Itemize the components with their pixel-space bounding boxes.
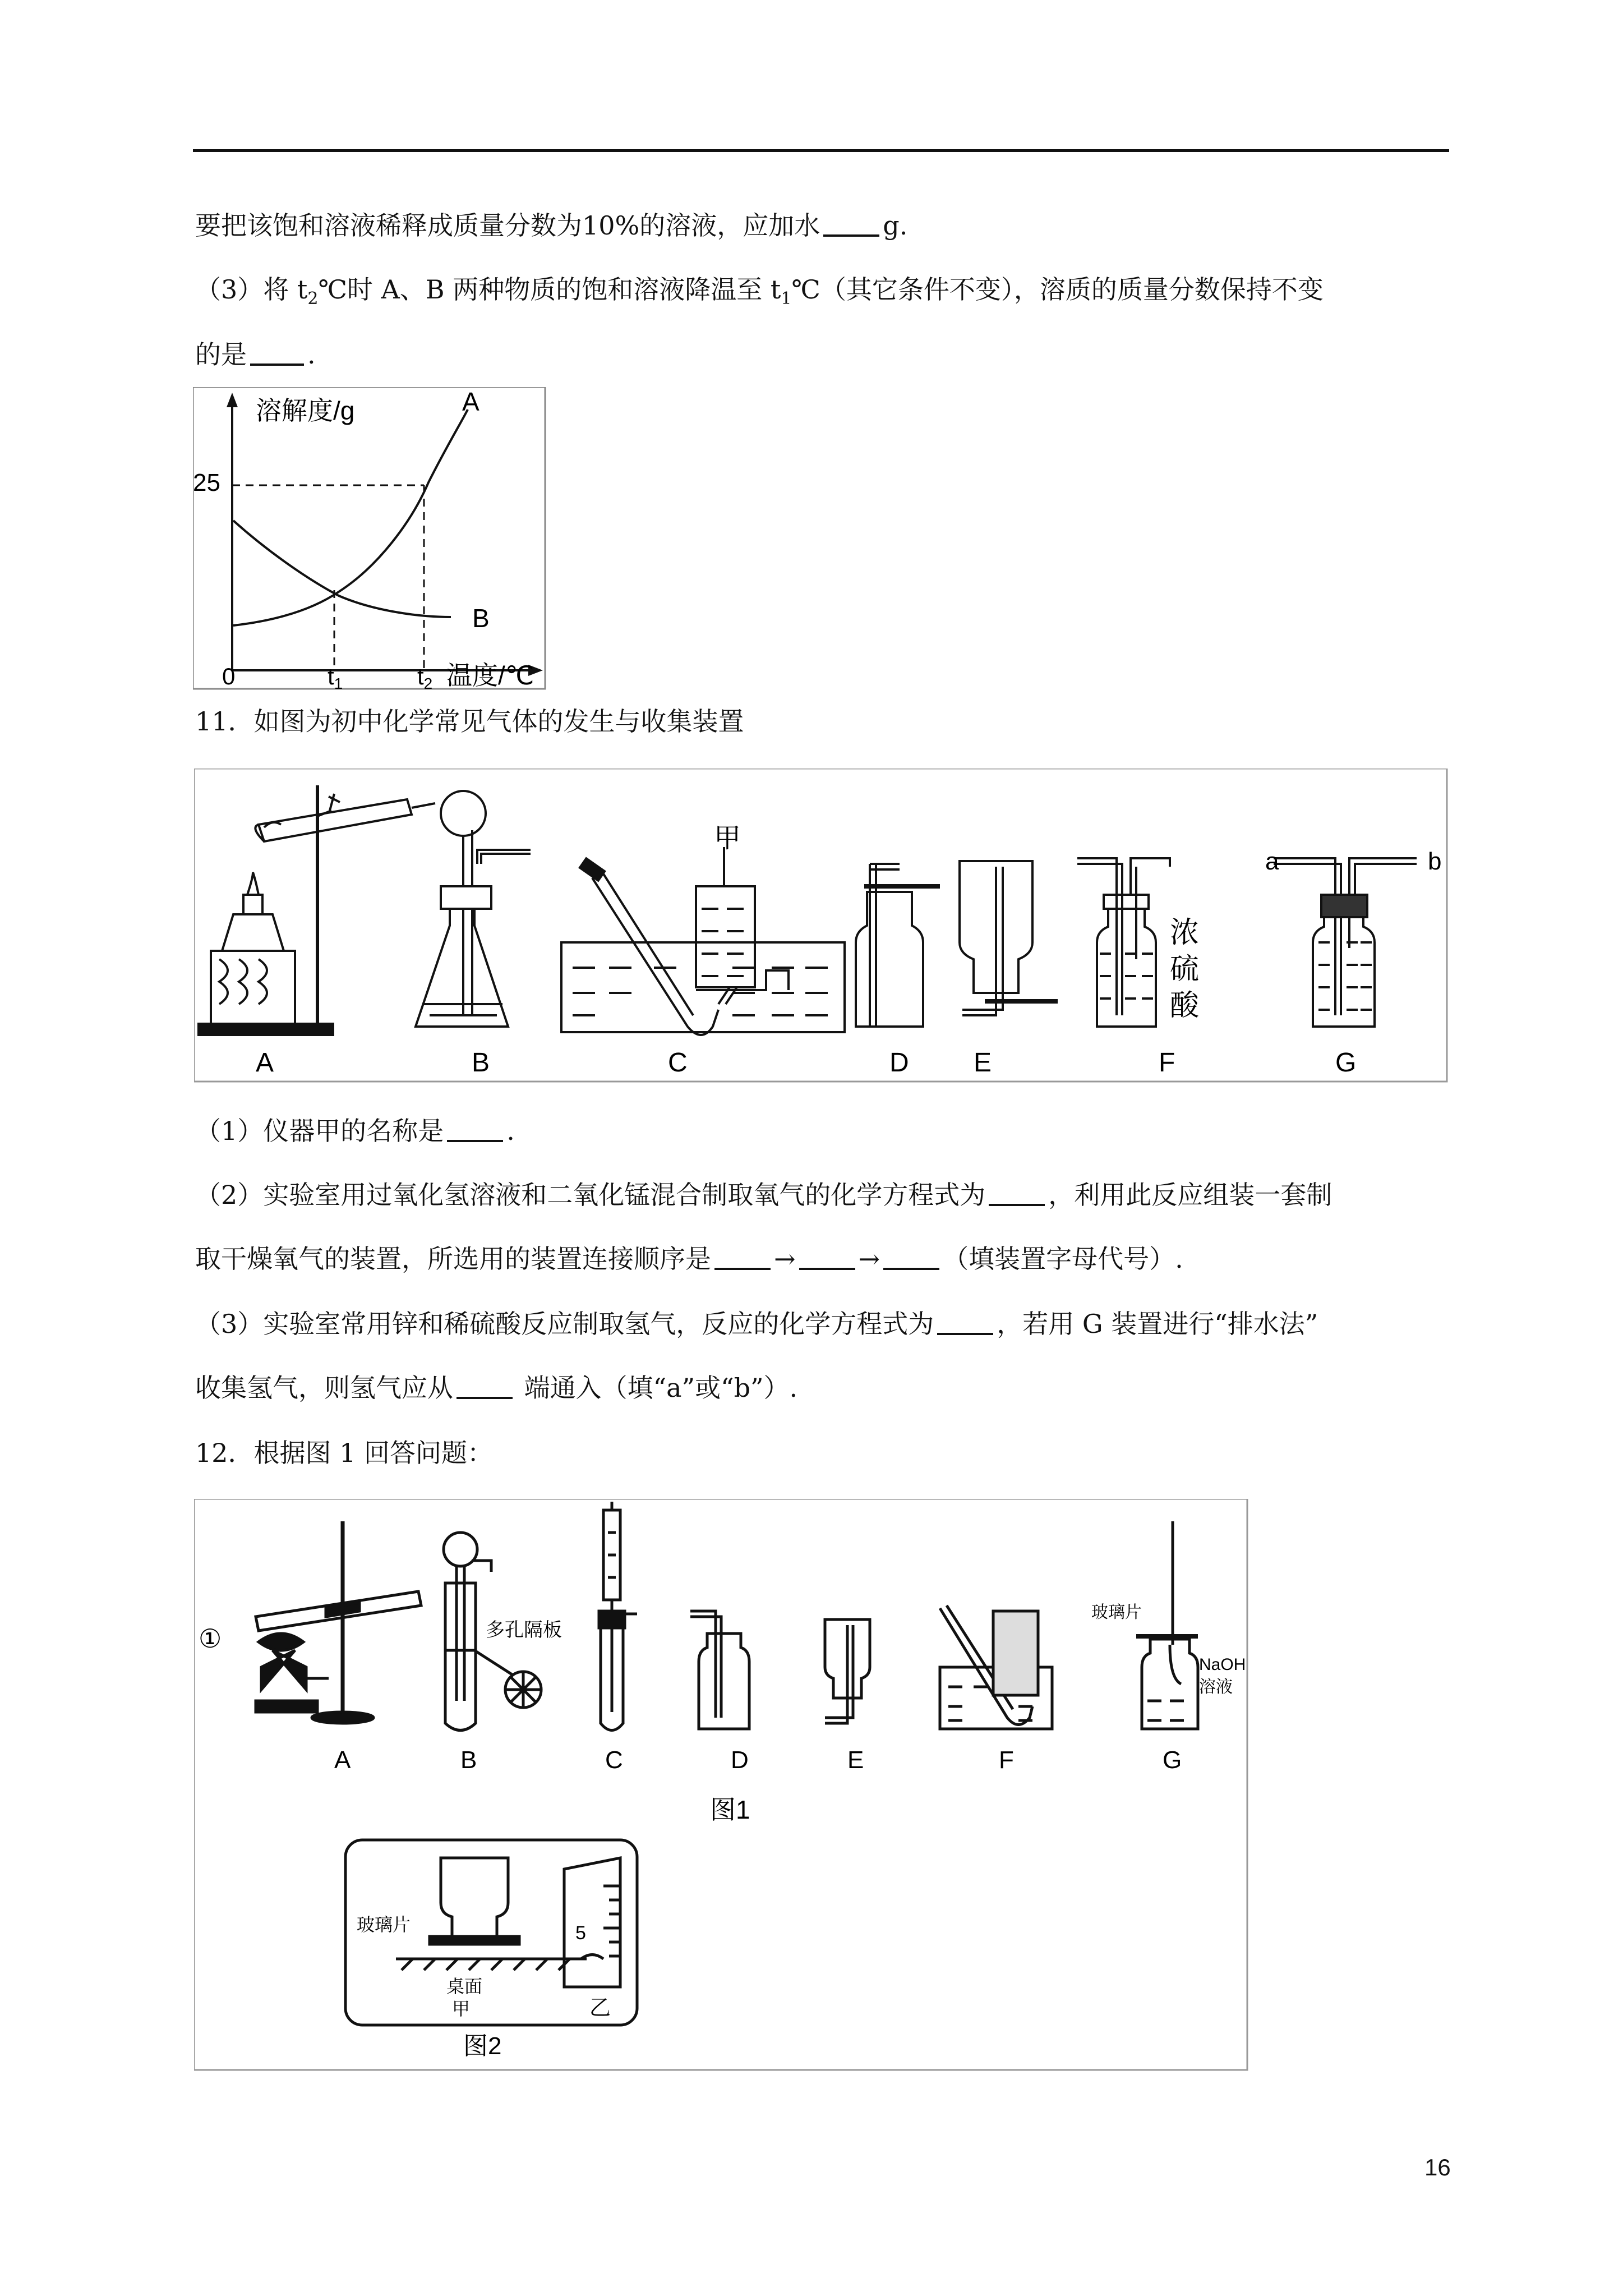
apparatus-g: [1274, 858, 1417, 1027]
curve-a-label: A: [462, 387, 479, 416]
curve-b: [233, 521, 451, 617]
caption-figure-2: 图2: [463, 2032, 502, 2060]
arrow-1: →: [774, 1244, 796, 1274]
fig12-apparatus-d: [690, 1611, 749, 1729]
label-circle-one: ①: [199, 1624, 222, 1653]
label-apparatus-f: F: [1159, 1048, 1175, 1078]
curve-b-label: B: [472, 604, 490, 633]
apparatus-c: [561, 847, 845, 1035]
fig2-label-yi: 乙: [589, 1996, 611, 2020]
caption-figure-1: 图1: [710, 1795, 750, 1824]
y-tick-25: 25: [193, 469, 220, 496]
fig12-label-c: C: [605, 1746, 623, 1774]
label-acid-1: 浓: [1170, 917, 1200, 949]
x-axis-label: 温度/℃: [446, 661, 534, 690]
label-acid-2: 硫: [1170, 953, 1200, 986]
fig12-label-d: D: [731, 1746, 749, 1774]
fig12-apparatus-e: [825, 1619, 870, 1723]
answer-blank[interactable]: [823, 210, 879, 237]
unit-text: g.: [883, 210, 908, 241]
label-apparatus-e: E: [974, 1048, 992, 1078]
q11-part3-cont: [195, 1371, 797, 1405]
q3-text-c: ℃（其它条件不变），溶质的质量分数保持不变: [791, 274, 1324, 305]
dilution-text: 要把该饱和溶液稀释成质量分数为10%的溶液，应加水: [195, 210, 820, 241]
label-apparatus-a: A: [256, 1048, 274, 1078]
label-naoh: NaOH: [1199, 1655, 1246, 1674]
text-line-dilution: [195, 209, 907, 242]
figure-11-frame: [194, 769, 1447, 1082]
fig2-label-desk: 桌面: [446, 1976, 483, 1996]
q11-part2-text: （2）实验室用过氧化氢溶液和二氧化锰混合制取氧气的化学方程式为: [195, 1180, 986, 1210]
answer-blank[interactable]: [799, 1243, 855, 1270]
fig2-label-jia: 甲: [452, 1999, 471, 2019]
answer-blank[interactable]: [457, 1372, 513, 1399]
apparatus-b: [416, 791, 531, 1027]
header-rule: [193, 149, 1449, 152]
fig2-yi-cylinder: [564, 1858, 620, 1987]
fig2-tick-5: 5: [575, 1922, 586, 1944]
q11-order-end: （填装置字母代号）.: [943, 1244, 1183, 1274]
text-line-q3-cont: [195, 338, 316, 371]
q11-part3: [195, 1307, 1318, 1341]
answer-blank[interactable]: [883, 1243, 939, 1270]
apparatus-a: [199, 785, 435, 1035]
fig2-label-glass: 玻璃片: [357, 1915, 411, 1935]
q3-sub-t1: 1: [781, 289, 792, 309]
answer-blank[interactable]: [250, 339, 304, 366]
label-apparatus-b: B: [472, 1048, 490, 1078]
q12-text: 12．根据图 1 回答问题：: [195, 1438, 494, 1468]
q11-port-text: 收集氢气，则氢气应从: [195, 1373, 453, 1403]
q11-part2-end: ，利用此反应组装一套制: [1048, 1180, 1332, 1210]
fig12-label-f: F: [999, 1746, 1014, 1774]
fig12-apparatus-f: [940, 1605, 1052, 1729]
q11-part1: [195, 1114, 515, 1148]
q11-text: 11．如图为初中化学常见气体的发生与收集装置: [195, 706, 744, 737]
figure-11-apparatus: [194, 769, 1448, 1083]
label-porous-plate: 多孔隔板: [486, 1619, 562, 1641]
answer-blank[interactable]: [989, 1179, 1045, 1206]
q3-text-b: ℃时 A、B 两种物质的饱和溶液降温至 t: [318, 274, 781, 305]
label-port-a: a: [1265, 848, 1279, 875]
question-11: [195, 705, 744, 738]
q3-text-a: （3）将 t: [195, 274, 308, 305]
label-solution: 溶液: [1199, 1678, 1233, 1696]
q3-cont-end: .: [307, 339, 316, 370]
answer-blank[interactable]: [714, 1243, 771, 1270]
q3-sub-t2: 2: [307, 289, 319, 309]
page-number: 16: [1424, 2154, 1451, 2180]
y-axis-arrow: [227, 393, 238, 407]
y-axis-label: 溶解度/g: [256, 396, 355, 425]
fig12-label-e: E: [847, 1746, 864, 1774]
fig12-apparatus-c: [599, 1502, 637, 1731]
q11-part1-end: .: [506, 1116, 515, 1146]
q11-part2: [195, 1178, 1332, 1212]
label-apparatus-d: D: [889, 1048, 909, 1078]
fig12-apparatus-g: [1136, 1521, 1198, 1729]
chart-frame: [193, 387, 545, 689]
label-glass-sheet: 玻璃片: [1091, 1603, 1142, 1622]
text-line-q3: [195, 273, 1324, 316]
fig12-label-a: A: [334, 1746, 351, 1774]
q11-part3-text: （3）实验室常用锌和稀硫酸反应制取氢气，反应的化学方程式为: [195, 1309, 934, 1339]
origin-label: 0: [222, 663, 236, 689]
figure-12-apparatus: [194, 1499, 1248, 2071]
apparatus-e: [960, 861, 1058, 1015]
figure-12-frame: [194, 1499, 1247, 2070]
q11-part2-cont: [195, 1242, 1183, 1276]
q11-part1-text: （1）仪器甲的名称是: [195, 1116, 444, 1146]
curve-a: [233, 409, 468, 625]
fig2-jia: [396, 1858, 587, 1970]
x-tick-t2: t2: [417, 663, 433, 690]
q3-cont-text: 的是: [195, 339, 247, 370]
arrow-2: →: [858, 1244, 880, 1274]
answer-blank[interactable]: [447, 1115, 503, 1142]
label-port-b: b: [1428, 848, 1442, 875]
q11-part3-end: ，若用 G 装置进行“排水法”: [997, 1309, 1318, 1339]
apparatus-d: [856, 864, 940, 1027]
answer-blank[interactable]: [937, 1308, 993, 1335]
solubility-chart: [193, 387, 546, 690]
label-jia: 甲: [714, 823, 741, 853]
fig12-label-g: G: [1163, 1746, 1182, 1774]
label-apparatus-c: C: [668, 1048, 688, 1078]
q11-order-text: 取干燥氧气的装置，所选用的装置连接顺序是: [195, 1244, 711, 1274]
label-acid-3: 酸: [1170, 990, 1200, 1022]
x-tick-t1: t1: [328, 663, 343, 690]
label-apparatus-g: G: [1335, 1048, 1357, 1078]
fig12-apparatus-a: [256, 1521, 421, 1723]
q11-port-end: 端通入（填“a”或“b”）.: [516, 1373, 798, 1403]
question-12: [195, 1436, 493, 1470]
apparatus-f: [1077, 858, 1170, 1027]
fig12-label-b: B: [460, 1746, 477, 1774]
